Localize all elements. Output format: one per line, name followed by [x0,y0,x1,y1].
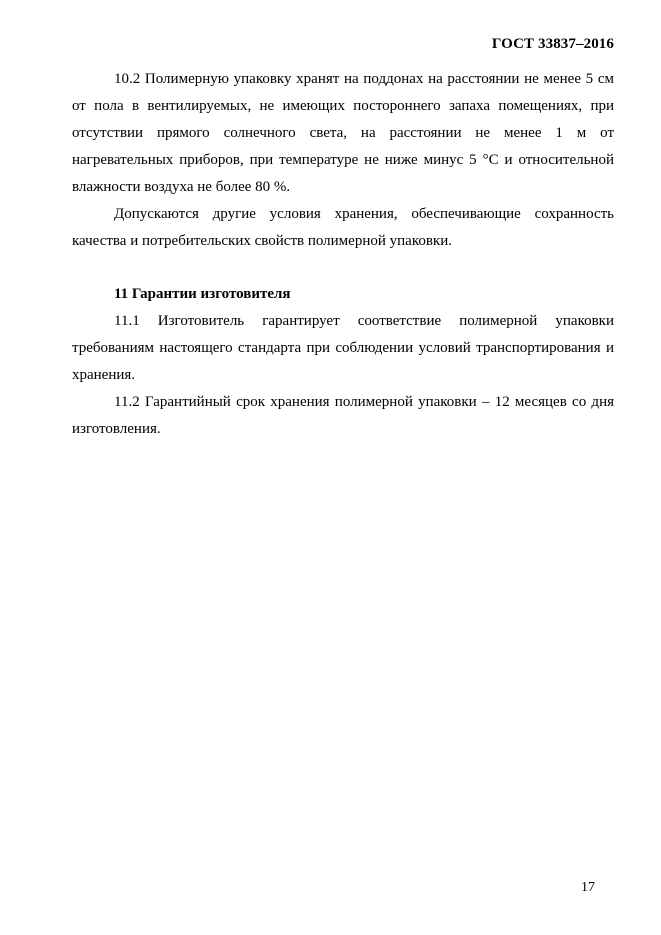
page-number: 17 [581,880,595,895]
paragraph-10-2: 10.2 Полимерную упаковку хранят на поддонах на расстоянии не менее 5 см от пола в вентилируемых, не имеющих постороннего запаха помещениях, при отсутствии прямого солнечного света, на расстоянии не менее 1 м от нагревательных приборов, при температуре не ниже минус 5 °С и относительной влажности воздуха не более 80 %. [72,71,614,195]
section-heading-warranty: 11 Гарантии изготовителя [114,286,291,302]
document-body [72,66,614,443]
paragraph-11-2: 11.2 Гарантийный срок хранения полимерной упаковки – 12 месяцев со дня изготовления. [72,394,614,437]
paragraph-storage-conditions: Допускаются другие условия хранения, обеспечивающие сохранность качества и потребительских свойств полимерной упаковки. [72,206,614,249]
paragraph-11-1: 11.1 Изготовитель гарантирует соответствие полимерной упаковки требованиям настоящего стандарта при соблюдении условий транспортирования и хранения. [72,313,614,383]
document-standard-id: ГОСТ 33837–2016 [491,36,614,52]
